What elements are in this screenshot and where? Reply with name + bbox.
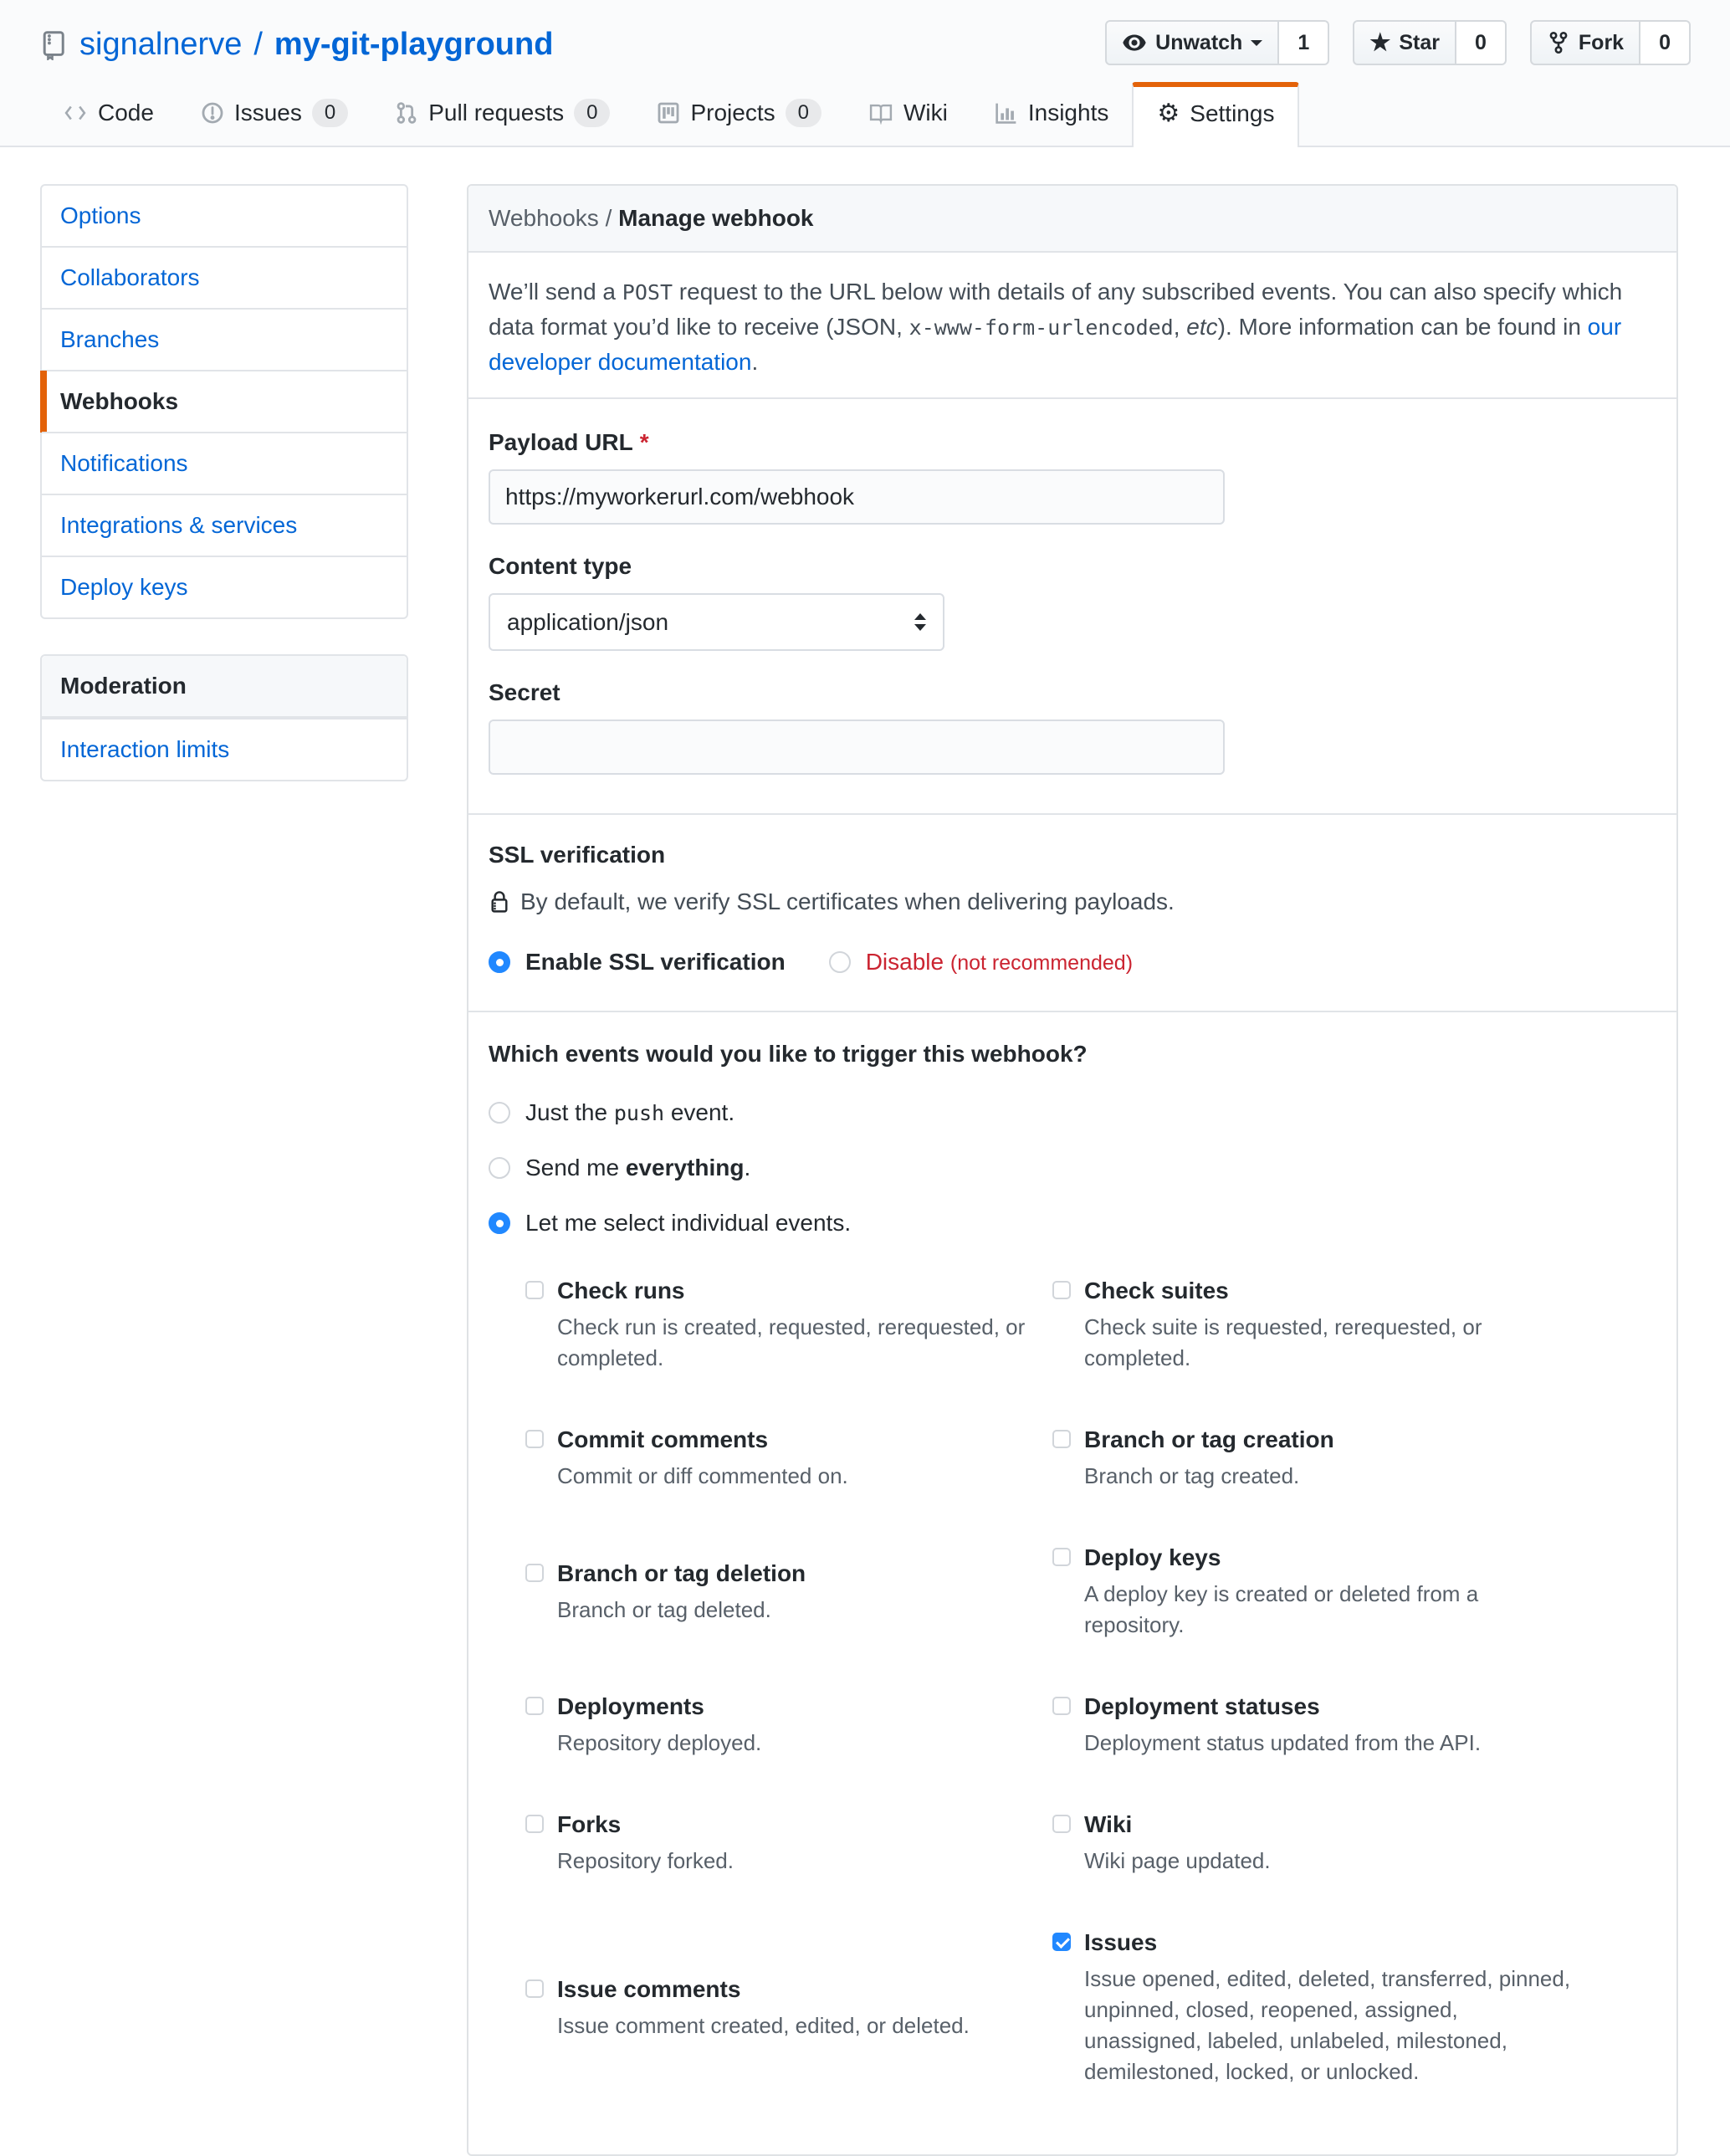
event-desc: Commit or diff commented on. — [557, 1463, 848, 1488]
tab-settings[interactable] — [1132, 82, 1299, 147]
event-item-deploy-keys[interactable] — [1052, 1544, 1656, 1641]
events-section — [468, 1012, 1676, 2154]
chevron-down-icon — [1251, 40, 1262, 52]
breadcrumb — [468, 186, 1676, 253]
just-push-label: Just the push event. — [525, 1099, 735, 1125]
code-icon — [63, 102, 88, 124]
fork-label: Fork — [1578, 30, 1625, 54]
sidebar-item-branches[interactable]: Branches — [42, 308, 407, 370]
repo-title — [39, 20, 553, 63]
event-desc: Wiki page updated. — [1084, 1848, 1271, 1873]
events-heading: Which events would you like to trigger this webhook? — [489, 1041, 1088, 1067]
repo-icon — [39, 30, 68, 60]
tab-issues[interactable] — [177, 82, 371, 146]
event-item-wiki[interactable] — [1052, 1810, 1656, 1877]
event-title: Branch or tag creation — [1084, 1426, 1334, 1452]
event-title: Deploy keys — [1084, 1544, 1221, 1570]
check-runs-checkbox[interactable] — [525, 1281, 544, 1299]
webhook-intro-text — [468, 253, 1676, 399]
star-label: Star — [1399, 30, 1440, 54]
repo-name-link[interactable]: my-git-playground — [274, 27, 554, 62]
event-desc: A deploy key is created or deleted from a repository. — [1084, 1581, 1479, 1637]
content-type-label: Content type — [489, 553, 632, 579]
radio-option-just-push[interactable] — [489, 1099, 1656, 1126]
ssl-verification-section — [468, 815, 1676, 1012]
fork-count[interactable]: 0 — [1640, 20, 1691, 65]
tab-label: Wiki — [903, 100, 948, 125]
radio-option-individual-events[interactable] — [489, 1210, 1656, 1237]
star-button[interactable] — [1353, 20, 1456, 65]
select-arrows-icon — [914, 607, 926, 637]
event-desc: Branch or tag deleted. — [557, 1596, 771, 1622]
watch-count[interactable]: 1 — [1279, 20, 1329, 65]
sidebar-item-options[interactable]: Options — [60, 202, 141, 228]
intro-text: , — [1173, 314, 1187, 340]
enable-ssl-label: Enable SSL verification — [525, 949, 786, 975]
intro-code-urlencoded: x-www-form-urlencoded — [909, 315, 1174, 340]
eye-icon — [1122, 30, 1147, 55]
page-header — [0, 0, 1730, 147]
pull-requests-count-badge: 0 — [574, 99, 610, 127]
webhook-form — [468, 399, 1676, 815]
intro-text: We’ll send a — [489, 279, 622, 305]
disable-ssl-label: Disable (not recommended) — [865, 949, 1134, 975]
disable-ssl-radio[interactable] — [829, 951, 851, 973]
breadcrumb-separator: / — [598, 205, 619, 231]
event-desc: Branch or tag created. — [1084, 1463, 1300, 1488]
forks-checkbox[interactable] — [525, 1815, 544, 1833]
settings-menu — [40, 184, 408, 619]
settings-sidebar — [40, 184, 408, 2156]
radio-option-everything[interactable] — [489, 1155, 1656, 1181]
tab-label: Issues — [233, 100, 302, 125]
event-item-issue-comments[interactable] — [525, 1975, 1052, 2041]
sidebar-item-deploy-keys[interactable]: Deploy keys — [42, 556, 407, 617]
intro-text: ). More information can be found in — [1217, 314, 1588, 340]
sidebar-item-collaborators[interactable]: Collaborators — [42, 246, 407, 308]
secret-label: Secret — [489, 679, 560, 705]
event-item-issues[interactable] — [1052, 1928, 1656, 2087]
sidebar-item-webhooks[interactable]: Webhooks — [42, 370, 407, 432]
everything-radio[interactable] — [489, 1157, 510, 1179]
sidebar-item-interaction-limits[interactable]: Interaction limits — [42, 718, 407, 780]
event-desc: Deployment status updated from the API. — [1084, 1730, 1482, 1755]
wiki-checkbox[interactable] — [1052, 1815, 1071, 1833]
event-desc: Issue comment created, edited, or deleted. — [557, 2012, 970, 2038]
unwatch-label: Unwatch — [1155, 30, 1243, 54]
lock-icon — [489, 889, 510, 914]
branch-or-tag-creation-checkbox[interactable] — [1052, 1430, 1071, 1448]
webhook-panel — [467, 184, 1678, 2156]
disable-ssl-note: (not recommended) — [949, 951, 1134, 975]
required-asterisk: * — [639, 429, 649, 455]
breadcrumb-current: Manage webhook — [618, 205, 814, 231]
breadcrumb-webhooks-link[interactable]: Webhooks — [489, 205, 599, 231]
event-title: Deployment statuses — [1084, 1693, 1320, 1719]
fork-button[interactable] — [1530, 20, 1640, 65]
event-desc: Check suite is requested, rerequested, or completed. — [1084, 1314, 1482, 1370]
event-item-check-runs[interactable] — [525, 1277, 1052, 1374]
issues-count-badge: 0 — [312, 99, 348, 127]
individual-events-radio[interactable] — [489, 1212, 510, 1234]
project-board-icon — [657, 101, 680, 125]
deployment-statuses-checkbox[interactable] — [1052, 1697, 1071, 1715]
intro-code-post: POST — [622, 280, 673, 305]
developer-documentation-link[interactable]: our developer documentation — [489, 314, 1622, 375]
tab-label: Insights — [1027, 100, 1109, 125]
ssl-note-text: By default, we verify SSL certificates when delivering payloads. — [520, 889, 1175, 914]
content-type-select[interactable] — [489, 593, 944, 651]
moderation-menu — [40, 654, 408, 781]
star-count[interactable]: 0 — [1456, 20, 1507, 65]
event-title: Wiki — [1084, 1811, 1133, 1837]
individual-events-label: Let me select individual events. — [525, 1210, 852, 1236]
tab-label: Code — [98, 100, 154, 125]
deployments-checkbox[interactable] — [525, 1697, 544, 1715]
graph-icon — [995, 101, 1018, 125]
issue-opened-icon — [201, 101, 224, 125]
event-desc: Issue opened, edited, deleted, transferred, pinned, unpinned, closed, reopened, assigned, unassigned, labeled, unlabeled, milestoned, demilestoned, locked, or unlocked. — [1084, 1966, 1571, 2084]
event-item-forks[interactable] — [525, 1810, 1052, 1877]
tab-label: Projects — [690, 100, 775, 125]
event-title: Forks — [557, 1811, 622, 1837]
event-desc: Repository deployed. — [557, 1730, 762, 1755]
moderation-header: Moderation — [42, 656, 407, 718]
deploy-keys-checkbox[interactable] — [1052, 1548, 1071, 1566]
star-icon: ★ — [1369, 29, 1391, 55]
event-title: Check suites — [1084, 1278, 1229, 1303]
projects-count-badge: 0 — [786, 99, 821, 127]
book-icon — [868, 101, 893, 125]
content-type-value: application/json — [507, 608, 669, 635]
gear-icon: ⚙ — [1157, 100, 1180, 127]
repo-nav — [0, 82, 1730, 146]
tab-label: Pull requests — [428, 100, 565, 125]
just-push-radio[interactable] — [489, 1102, 510, 1124]
event-item-check-suites[interactable] — [1052, 1277, 1656, 1374]
event-title: Commit comments — [557, 1426, 769, 1452]
sidebar-item-integrations-services[interactable]: Integrations & services — [42, 494, 407, 556]
intro-text: request to the URL below with details of any subscribed events. You can also specify which data format you’d like to receive (JSON, — [489, 279, 1623, 340]
tab-code[interactable] — [39, 82, 177, 146]
fork-icon — [1547, 30, 1570, 55]
event-item-commit-comments[interactable] — [525, 1426, 1052, 1492]
check-suites-checkbox[interactable] — [1052, 1281, 1071, 1299]
tab-insights[interactable] — [971, 82, 1133, 146]
tab-pull-requests[interactable] — [371, 82, 633, 146]
event-item-branch-or-tag-deletion[interactable] — [525, 1559, 1052, 1626]
tab-projects[interactable] — [633, 82, 845, 146]
event-desc: Check run is created, requested, rerequested, or completed. — [557, 1314, 1026, 1370]
event-title: Deployments — [557, 1693, 704, 1719]
everything-label: Send me everything. — [525, 1155, 751, 1180]
unwatch-button[interactable] — [1105, 20, 1279, 65]
event-item-deployments[interactable] — [525, 1693, 1052, 1759]
branch-or-tag-deletion-checkbox[interactable] — [525, 1564, 544, 1582]
repo-owner-link[interactable]: signalnerve — [79, 27, 243, 62]
event-title: Issues — [1084, 1929, 1158, 1955]
issue-comments-checkbox[interactable] — [525, 1979, 544, 1998]
tab-label: Settings — [1190, 100, 1275, 126]
enable-ssl-radio[interactable] — [489, 951, 510, 973]
event-item-branch-or-tag-creation[interactable] — [1052, 1426, 1656, 1492]
commit-comments-checkbox[interactable] — [525, 1430, 544, 1448]
event-desc: Repository forked. — [557, 1848, 734, 1873]
pull-request-icon — [395, 101, 418, 125]
event-title: Check runs — [557, 1278, 685, 1303]
payload-url-label: Payload URL * — [489, 429, 649, 455]
ssl-heading: SSL verification — [489, 842, 666, 868]
repo-social-buttons — [1105, 20, 1691, 65]
tab-wiki[interactable] — [845, 82, 971, 146]
ssl-note — [489, 889, 1656, 915]
repo-separator: / — [253, 27, 263, 62]
intro-etc: etc — [1186, 314, 1218, 340]
payload-url-input[interactable] — [489, 469, 1225, 525]
sidebar-item-notifications[interactable]: Notifications — [42, 432, 407, 494]
event-title: Issue comments — [557, 1975, 741, 2002]
issues-checkbox[interactable] — [1052, 1933, 1071, 1951]
event-title: Branch or tag deletion — [557, 1559, 806, 1586]
secret-input[interactable] — [489, 720, 1225, 775]
events-grid — [525, 1277, 1656, 2087]
event-item-deployment-statuses[interactable] — [1052, 1693, 1656, 1759]
intro-text: . — [751, 349, 759, 375]
